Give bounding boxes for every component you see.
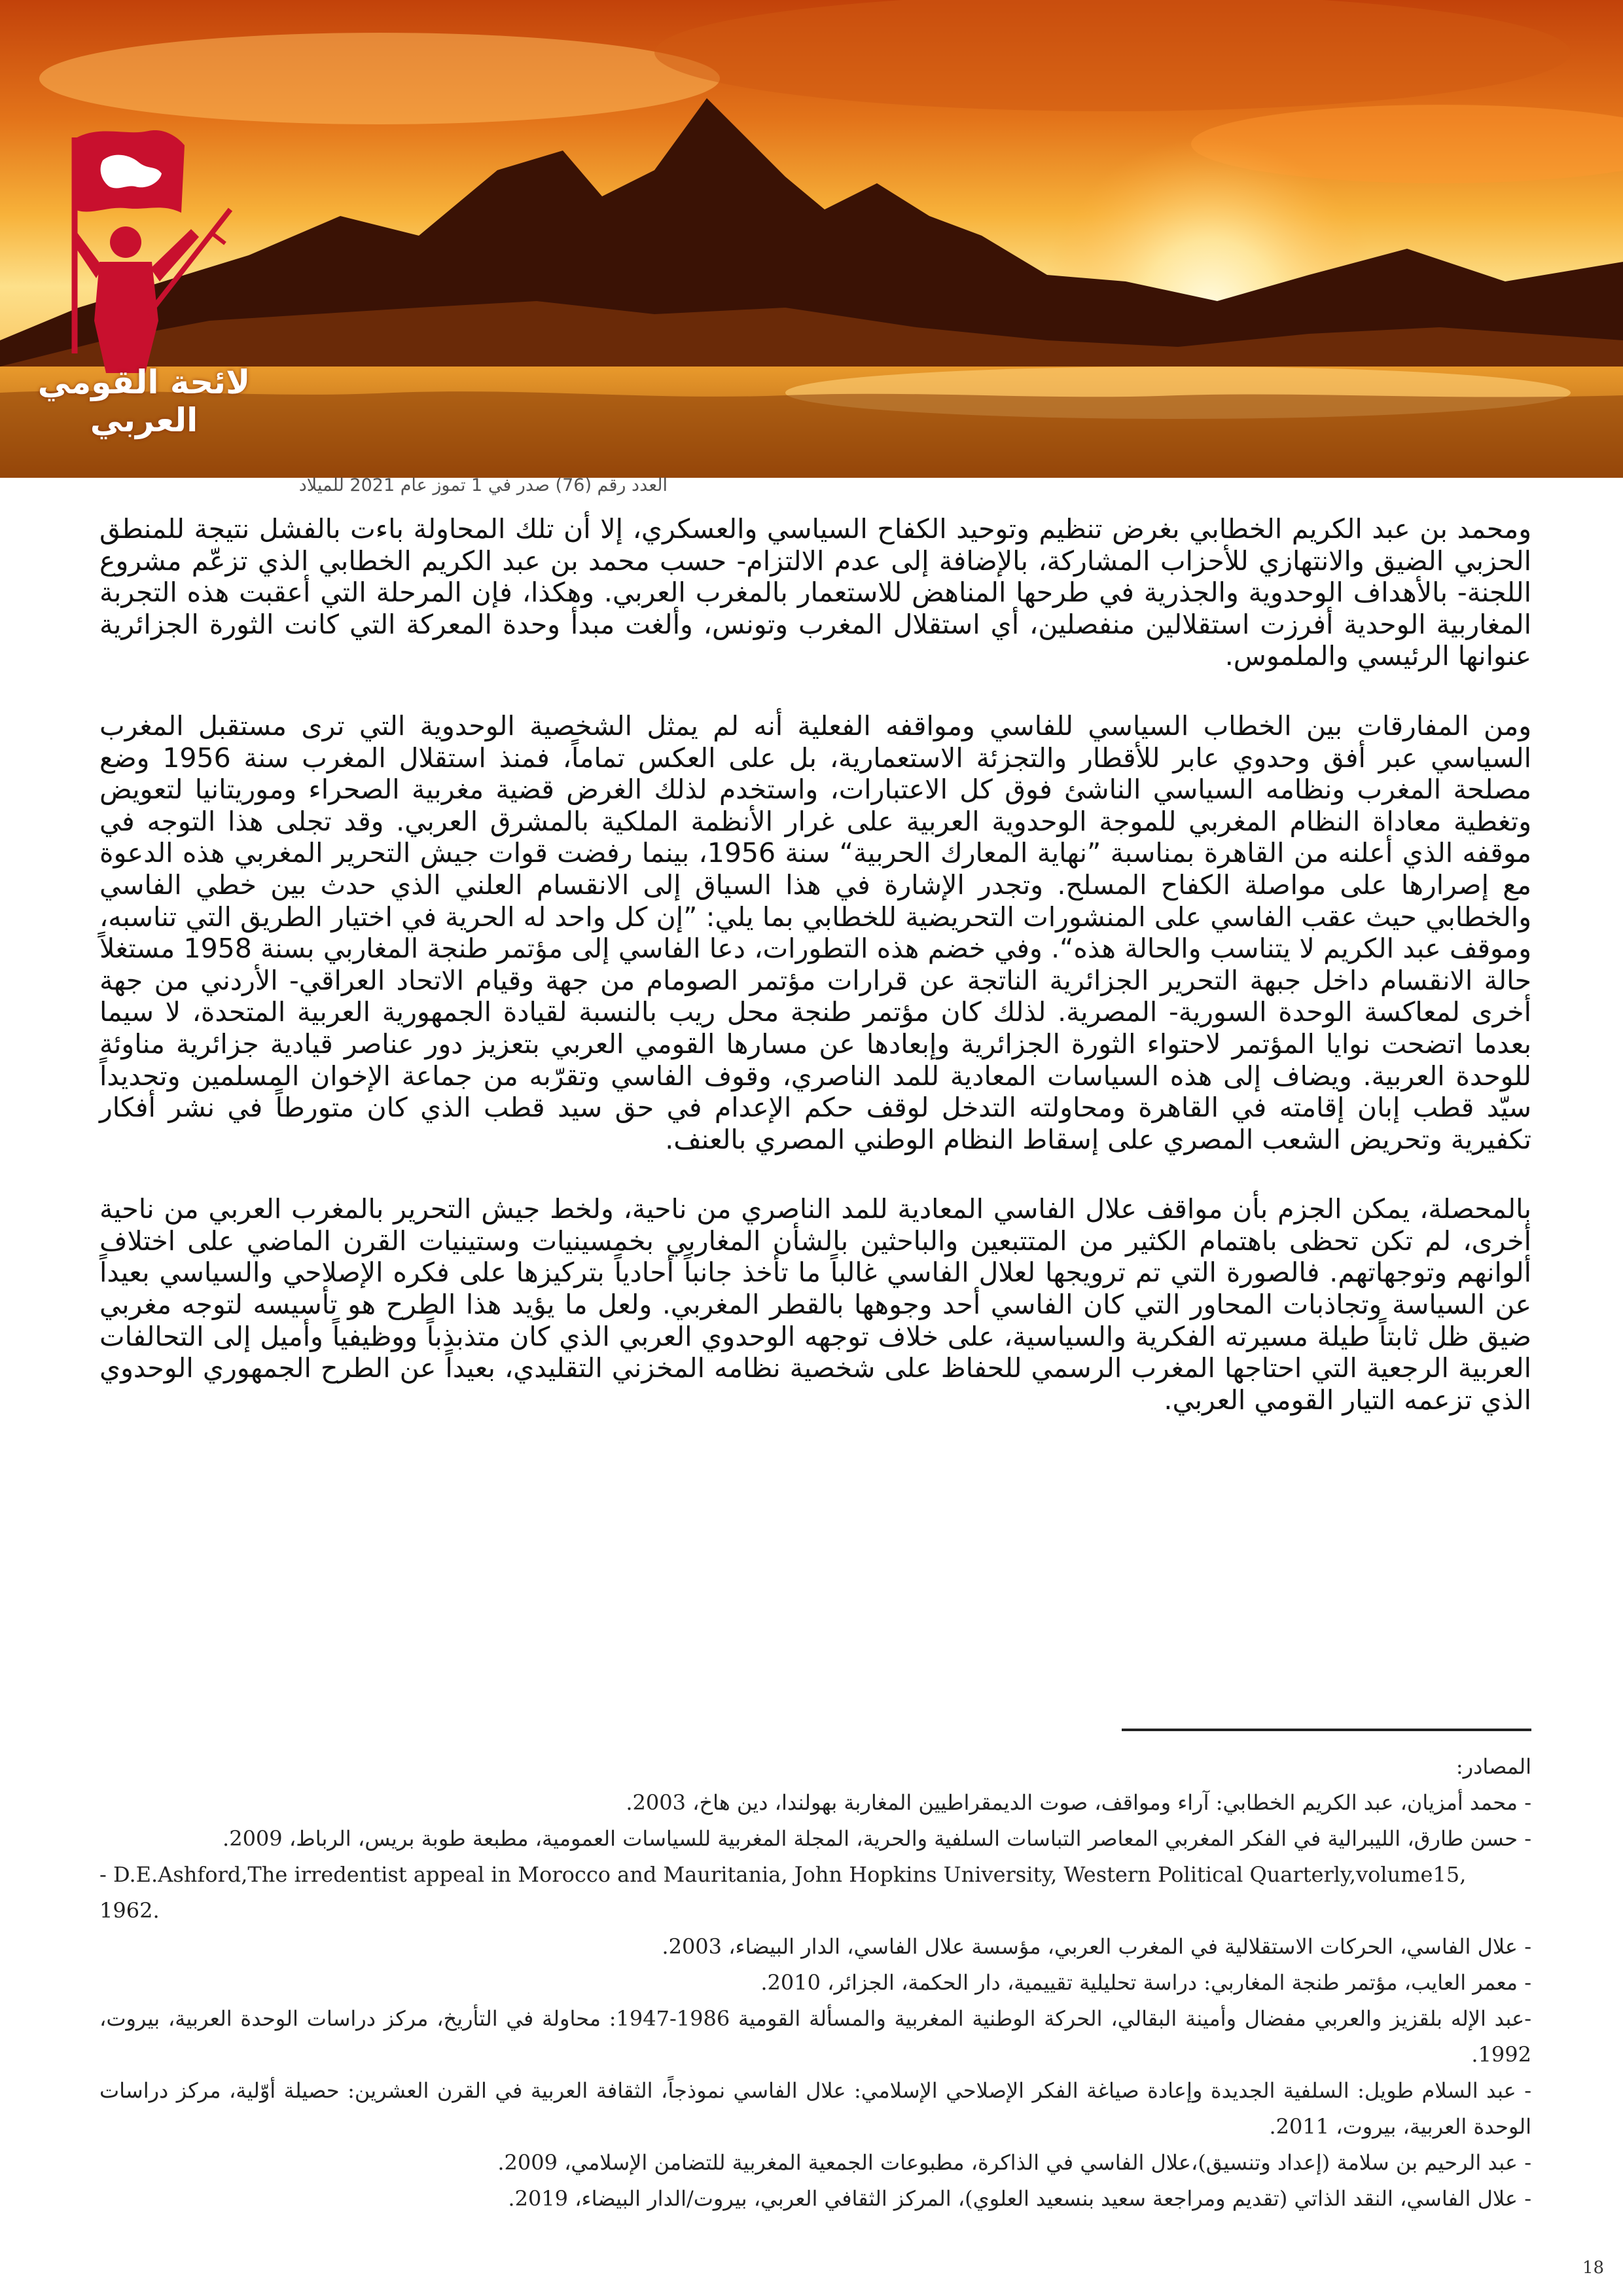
- reference-item: - معمر العايب، مؤتمر طنجة المغاربي: دراسة تحليلية تقييمية، دار الحكمة، الجزائر، 2010.: [760, 1970, 1531, 1995]
- reference-item: - عبد الرحيم بن سلامة (إعداد وتنسيق)،علال الفاسي في الذاكرة، مطبوعات الجمعية المغربية للتضامن الإسلامي، 2009.: [497, 2150, 1531, 2175]
- reference-item: - علال الفاسي، النقد الذاتي (تقديم ومراجعة سعيد بنسعيد العلوي)، المركز الثقافي العربي، بيروت/الدار البيضاء، 2019.: [508, 2186, 1531, 2211]
- reference-item: - علال الفاسي، الحركات الاستقلالية في المغرب العربي، مؤسسة علال الفاسي، الدار البيضاء، 2003.: [662, 1934, 1531, 1959]
- reference-item: -عبد الإله بلقزيز والعربي مفضال وأمينة البقالي، الحركة الوطنية المغربية والمسألة القومية 1986-1947: محاولة في التأريخ، مركز دراسات الوحدة العربية، بيروت، 1992.: [99, 2006, 1532, 2067]
- article-paragraph: بالمحصلة، يمكن الجزم بأن مواقف علال الفاسي المعادية للمد الناصري من ناحية، ولخط جيش التحرير بالمغرب العربي من ناحية أخرى، لم تكن تحظى باهتمام الكثير من المتتبعين والباحثين بالشأن المغاربي بخمسينيات وستينيات القرن الماضي على اختلاف ألوانهم وتوجهاتهم. فالصورة التي تم ترويجها لعلال الفاسي غالباً ما تأخذ جانباً أحادياً بتركيزها على فكره الإصلاحي والسياسي بعيداً عن السياسة وتجاذبات المحاور التي كان الفاسي أحد وجوهها بالقطر المغربي. ولعل ما يؤيد هذا الطرح هو تأسيسه لتوجه مغربي ضيق ظل ثابتاً طيلة مسيرته الفكرية والسياسية، على خلاف توجهه الوحدوي العربي الذي كان متذبذباً ووظيفياً وأميل إلى التحالفات العربية الرجعية التي احتاجها المغرب الرسمي للحفاظ على شخصية نظامه المخزني التقليدي، بعيداً عن الطرح الجمهوري الوحدوي الذي تزعمه التيار القومي العربي.: [99, 1193, 1531, 1416]
- article-paragraph: ومن المفارقات بين الخطاب السياسي للفاسي ومواقفه الفعلية أنه لم يمثل الشخصية الوحدوية التي ترى مستقبل المغرب السياسي عبر أفق وحدوي عابر للأقطار والتجزئة الاستعمارية، بل على العكس تماماً، فمنذ استقلال المغرب سنة 1956 وضع مصلحة المغرب ونظامه السياسي الناشئ فوق كل الاعتبارات، واستخدم لذلك الغرض قضية مغربية الصحراء وموريتانيا لتعويض وتغطية معاداة النظام المغربي للموجة الوحدوية العربية على غرار الأنظمة الملكية بالمشرق العربي. وقد تجلى هذا التوجه في موقفه الذي أعلنه من القاهرة بمناسبة ”نهاية المعارك الحربية“ سنة 1956، بينما رفضت قوات جيش التحرير المغربي هذه الدعوة مع إصرارها على مواصلة الكفاح المسلح. وتجدر الإشارة في هذا السياق إلى الانقسام العلني الذي حدث بين خطي الفاسي والخطابي حيث عقب الفاسي على المنشورات التحريضية للخطابي بما يلي: ”إن كل واحد له الحرية في اختيار الطريق التي تناسبه، وموقف عبد الكريم لا يتناسب والحالة هذه“. وفي خضم هذه التطورات، دعا الفاسي إلى مؤتمر طنجة المغاربي بسنة 1958 مستغلاً حالة الانقسام داخل جبهة التحرير الجزائرية الناتجة عن قرارات مؤتمر الصومام من جهة وقيام الاتحاد العراقي- الأردني من جهة أخرى لمعاكسة الوحدة السورية- المصرية. لذلك كان مؤتمر طنجة محل ريب بالنسبة لقيادة الجمهورية العربية المتحدة، لا سيما بعدما اتضحت نوايا المؤتمر لاحتواء الثورة الجزائرية وإبعادها عن مسارها القومي العربي بتعزيز دور عناصر قيادية جزائرية مناوئة للوحدة العربية. ويضاف إلى هذه السياسات المعادية للمد الناصري، وقوف الفاسي وتقرّبه من جماعة الإخوان المسلمين وتحديداً سيّد قطب إبان إقامته في القاهرة ومحاولته التدخل لوقف حكم الإعدام في حق سيد قطب الذي كان متورطاً في نشر أفكار تكفيرية وتحريض الشعب المصري على إسقاط النظام الوطني المصري بالعنف.: [99, 709, 1531, 1155]
- logo-text: لائحة القومي العربي: [37, 363, 251, 439]
- reference-item: - عبد السلام طويل: السلفية الجديدة وإعادة صياغة الفكر الإصلاحي الإسلامي: علال الفاسي نموذجاً، الثقافة العربية في القرن العشرين: حصيلة أوّلية، مركز دراسات الوحدة العربية، بيروت، 2011.: [99, 2078, 1532, 2139]
- reference-item: - D.E.Ashford,The irredentist appeal in Morocco and Mauritania, John Hopkins University, Western Political Quarterly,volume15, 1962.: [99, 1862, 1467, 1923]
- reference-item: - حسن طارق، الليبرالية في الفكر المغربي المعاصر التباسات السلفية والحرية، المجلة المغربية للسياسات العمومية، مطبعة طوبة بريس، الرباط، 2009.: [223, 1826, 1531, 1851]
- header-banner-image: [0, 0, 1623, 478]
- references-section: [99, 1749, 1531, 2217]
- page-number: 18: [1582, 2258, 1605, 2278]
- references-divider: [1122, 1729, 1531, 1731]
- article-body: [99, 513, 1531, 1454]
- references-title: المصادر:: [1455, 1754, 1531, 1779]
- reference-item: - محمد أمزيان، عبد الكريم الخطابي: آراء ومواقف، صوت الديمقراطيين المغاربة بهولندا، دين هاخ، 2003.: [626, 1790, 1531, 1815]
- article-paragraph: ومحمد بن عبد الكريم الخطابي بغرض تنظيم وتوحيد الكفاح السياسي والعسكري، إلا أن تلك المحاولة باءت بالفشل نتيجة للمنطق الحزبي الضيق والانتهازي للأحزاب المشاركة، بالإضافة إلى عدم الالتزام- حسب محمد بن عبد الكريم الخطابي الذي تزعّم مشروع اللجنة- بالأهداف الوحدوية والجذرية في طرحها المناهض للاستعمار بالمغرب العربي. وهكذا، فإن المرحلة التي أعقبت هذه التجربة المغاربية الوحدية أفرزت استقلالين منفصلين، أي استقلال المغرب وتونس، وألغت مبدأ وحدة المعركة التي كانت الثورة الجزائرية عنوانها الرئيسي والملموس.: [99, 513, 1531, 672]
- issue-info: العدد رقم (76) صدر في 1 تموز عام 2021 للميلاد: [298, 475, 668, 495]
